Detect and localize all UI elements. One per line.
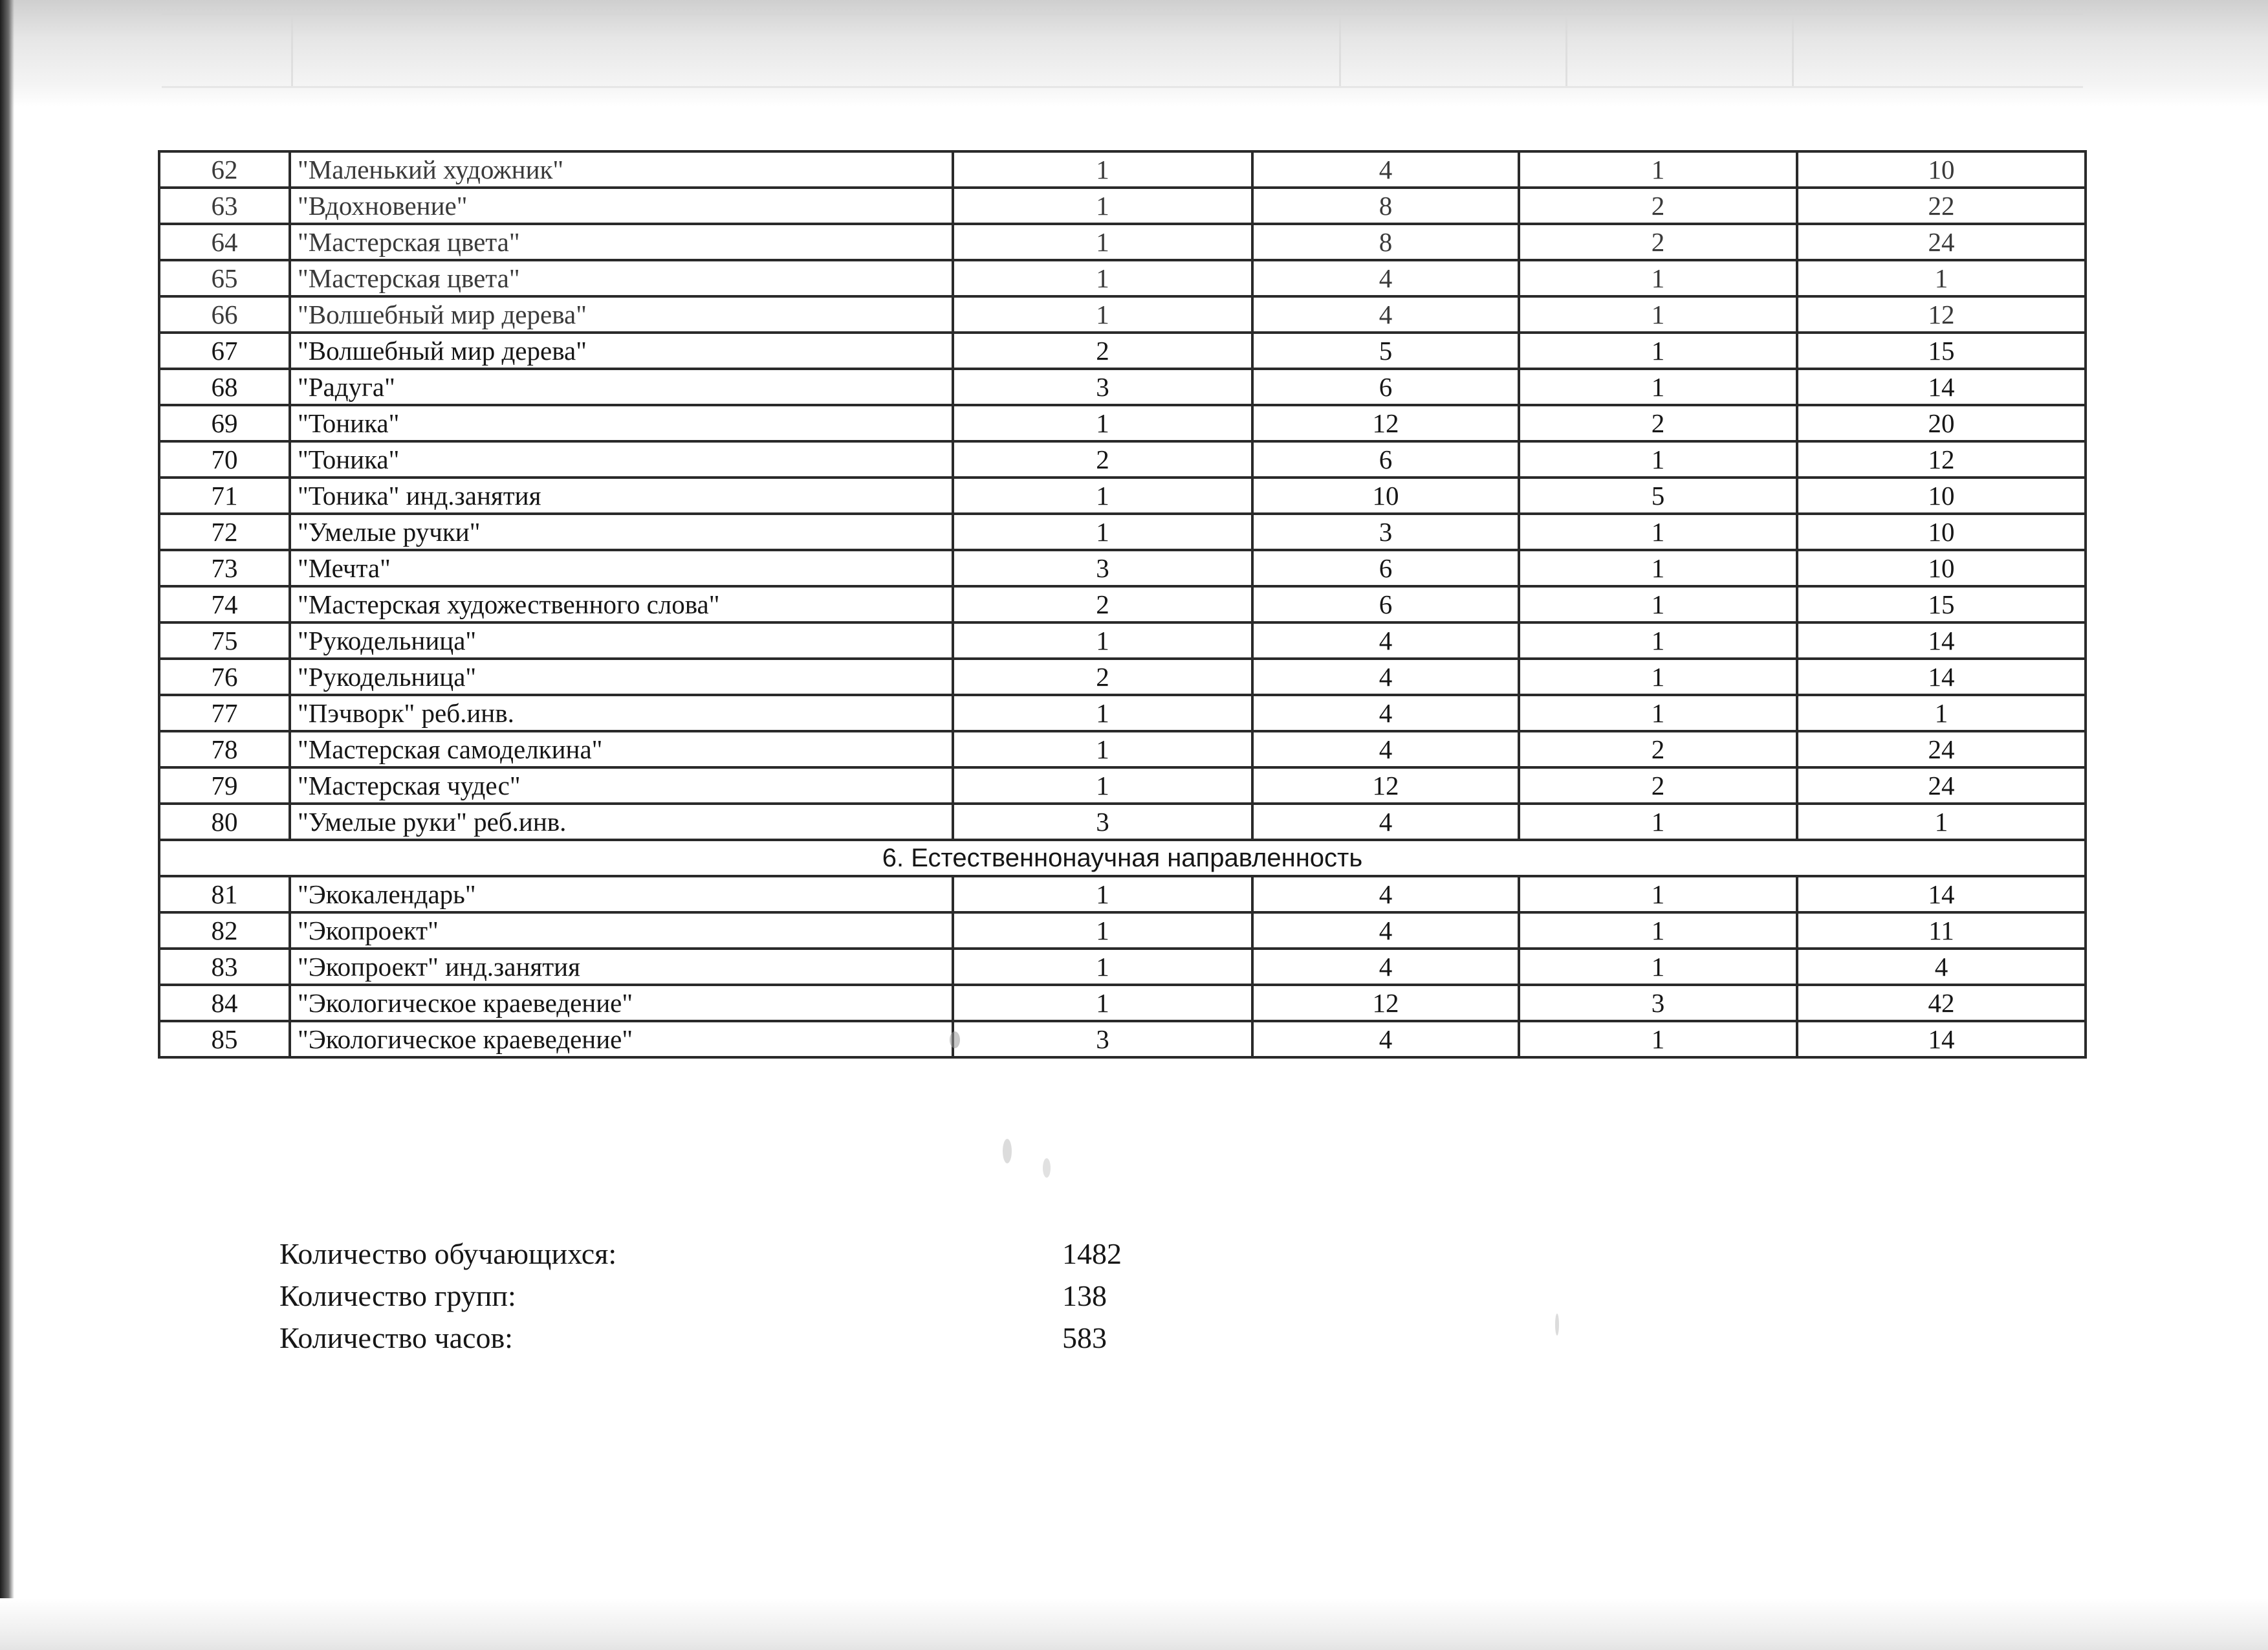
group-count-cell: 4 (1252, 296, 1519, 333)
course-name-cell: "Радуга" (290, 369, 953, 405)
hours-count-cell: 2 (1519, 731, 1797, 767)
year-of-study-cell: 1 (953, 876, 1252, 912)
row-number-cell: 79 (159, 767, 290, 804)
hours-count-cell: 1 (1519, 695, 1797, 731)
year-of-study-cell: 1 (953, 949, 1252, 985)
row-number-cell: 70 (159, 441, 290, 478)
course-name-cell: "Мечта" (290, 550, 953, 586)
hours-count-cell: 1 (1519, 622, 1797, 659)
course-name-cell: "Тоника" (290, 441, 953, 478)
year-of-study-cell: 1 (953, 767, 1252, 804)
course-name-cell: "Рукодельница" (290, 622, 953, 659)
year-of-study-cell: 1 (953, 912, 1252, 949)
group-count-cell: 6 (1252, 441, 1519, 478)
year-of-study-cell: 1 (953, 188, 1252, 224)
course-name-cell: "Маленький художник" (290, 151, 953, 188)
hours-count-cell: 5 (1519, 478, 1797, 514)
group-count-cell: 4 (1252, 876, 1519, 912)
student-count-cell: 10 (1797, 478, 2086, 514)
student-count-cell: 42 (1797, 985, 2086, 1021)
year-of-study-cell: 2 (953, 586, 1252, 622)
table-row (159, 550, 2086, 586)
course-name-cell: "Экологическое краеведение" (290, 985, 953, 1021)
student-count-cell: 14 (1797, 369, 2086, 405)
hours-count-cell: 2 (1519, 188, 1797, 224)
hours-count-cell: 1 (1519, 1021, 1797, 1057)
row-number-cell: 63 (159, 188, 290, 224)
scan-smudge (1003, 1139, 1012, 1163)
course-name-cell: "Экокалендарь" (290, 876, 953, 912)
year-of-study-cell: 1 (953, 405, 1252, 441)
row-number-cell: 64 (159, 224, 290, 260)
course-name-cell: "Вдохновение" (290, 188, 953, 224)
row-number-cell: 68 (159, 369, 290, 405)
student-count-cell: 15 (1797, 586, 2086, 622)
previous-page-bleed-through (162, 13, 2083, 88)
hours-count-cell: 2 (1519, 405, 1797, 441)
summary-students-row (279, 1233, 1185, 1275)
row-number-cell: 72 (159, 514, 290, 550)
student-count-cell: 10 (1797, 151, 2086, 188)
row-number-cell: 84 (159, 985, 290, 1021)
year-of-study-cell: 1 (953, 985, 1252, 1021)
student-count-cell: 4 (1797, 949, 2086, 985)
year-of-study-cell: 2 (953, 441, 1252, 478)
student-count-cell: 12 (1797, 296, 2086, 333)
table-row (159, 1021, 2086, 1057)
group-count-cell: 12 (1252, 405, 1519, 441)
course-name-cell: "Экологическое краеведение" (290, 1021, 953, 1057)
row-number-cell: 67 (159, 333, 290, 369)
section-title: 6. Естественнонаучная направленность (159, 840, 2086, 876)
scan-smudge (1555, 1314, 1559, 1336)
student-count-cell: 12 (1797, 441, 2086, 478)
student-count-cell: 1 (1797, 260, 2086, 296)
hours-count-cell: 1 (1519, 949, 1797, 985)
row-number-cell: 73 (159, 550, 290, 586)
table-row (159, 586, 2086, 622)
table-row (159, 659, 2086, 695)
student-count-cell: 24 (1797, 731, 2086, 767)
group-count-cell: 4 (1252, 1021, 1519, 1057)
row-number-cell: 75 (159, 622, 290, 659)
hours-count-cell: 1 (1519, 912, 1797, 949)
table-row (159, 949, 2086, 985)
course-name-cell: "Умелые руки" реб.инв. (290, 804, 953, 840)
student-count-cell: 11 (1797, 912, 2086, 949)
table-row (159, 985, 2086, 1021)
hours-count-cell: 1 (1519, 514, 1797, 550)
scan-left-edge (0, 0, 14, 1650)
row-number-cell: 71 (159, 478, 290, 514)
table-row (159, 804, 2086, 840)
row-number-cell: 76 (159, 659, 290, 695)
hours-count-cell: 1 (1519, 260, 1797, 296)
student-count-cell: 14 (1797, 622, 2086, 659)
year-of-study-cell: 1 (953, 478, 1252, 514)
table-row (159, 441, 2086, 478)
year-of-study-cell: 1 (953, 514, 1252, 550)
group-count-cell: 8 (1252, 224, 1519, 260)
hours-count-cell: 1 (1519, 586, 1797, 622)
course-name-cell: "Мастерская самоделкина" (290, 731, 953, 767)
course-name-cell: "Волшебный мир дерева" (290, 333, 953, 369)
hours-count-cell: 1 (1519, 151, 1797, 188)
year-of-study-cell: 3 (953, 804, 1252, 840)
student-count-cell: 22 (1797, 188, 2086, 224)
hours-value: 583 (1062, 1321, 1107, 1354)
table-row (159, 405, 2086, 441)
row-number-cell: 74 (159, 586, 290, 622)
year-of-study-cell: 1 (953, 151, 1252, 188)
course-name-cell: "Рукодельница" (290, 659, 953, 695)
group-count-cell: 10 (1252, 478, 1519, 514)
table-row (159, 296, 2086, 333)
table-row (159, 876, 2086, 912)
table-row (159, 622, 2086, 659)
hours-count-cell: 2 (1519, 767, 1797, 804)
course-name-cell: "Пэчворк" реб.инв. (290, 695, 953, 731)
group-count-cell: 3 (1252, 514, 1519, 550)
year-of-study-cell: 2 (953, 659, 1252, 695)
student-count-cell: 24 (1797, 767, 2086, 804)
row-number-cell: 83 (159, 949, 290, 985)
students-label: Количество обучающихся: (279, 1237, 617, 1270)
scan-smudge (950, 1031, 960, 1048)
year-of-study-cell: 1 (953, 731, 1252, 767)
table-row (159, 731, 2086, 767)
course-name-cell: "Мастерская чудес" (290, 767, 953, 804)
group-count-cell: 6 (1252, 369, 1519, 405)
student-count-cell: 14 (1797, 876, 2086, 912)
year-of-study-cell: 1 (953, 260, 1252, 296)
table-row (159, 151, 2086, 188)
table-row (159, 695, 2086, 731)
row-number-cell: 85 (159, 1021, 290, 1057)
table-row (159, 260, 2086, 296)
row-number-cell: 65 (159, 260, 290, 296)
table-row (159, 333, 2086, 369)
row-number-cell: 82 (159, 912, 290, 949)
year-of-study-cell: 2 (953, 333, 1252, 369)
group-count-cell: 12 (1252, 985, 1519, 1021)
year-of-study-cell: 1 (953, 224, 1252, 260)
table-row (159, 224, 2086, 260)
summary-hours-row (279, 1317, 1185, 1359)
row-number-cell: 66 (159, 296, 290, 333)
group-count-cell: 4 (1252, 949, 1519, 985)
course-name-cell: "Мастерская художественного слова" (290, 586, 953, 622)
groups-label: Количество групп: (279, 1279, 516, 1312)
course-name-cell: "Мастерская цвета" (290, 224, 953, 260)
group-count-cell: 6 (1252, 586, 1519, 622)
year-of-study-cell: 3 (953, 1021, 1252, 1057)
group-count-cell: 4 (1252, 622, 1519, 659)
year-of-study-cell: 1 (953, 695, 1252, 731)
course-name-cell: "Тоника" инд.занятия (290, 478, 953, 514)
course-name-cell: "Умелые ручки" (290, 514, 953, 550)
summary-groups-row (279, 1275, 1185, 1317)
hours-count-cell: 1 (1519, 550, 1797, 586)
student-count-cell: 20 (1797, 405, 2086, 441)
course-name-cell: "Волшебный мир дерева" (290, 296, 953, 333)
group-count-cell: 6 (1252, 550, 1519, 586)
hours-count-cell: 1 (1519, 876, 1797, 912)
courses-table-body (159, 151, 2086, 1057)
group-count-cell: 5 (1252, 333, 1519, 369)
summary-block (279, 1233, 1185, 1359)
course-name-cell: "Мастерская цвета" (290, 260, 953, 296)
row-number-cell: 78 (159, 731, 290, 767)
group-count-cell: 8 (1252, 188, 1519, 224)
year-of-study-cell: 3 (953, 550, 1252, 586)
student-count-cell: 1 (1797, 695, 2086, 731)
table-row (159, 369, 2086, 405)
group-count-cell: 4 (1252, 731, 1519, 767)
hours-count-cell: 2 (1519, 224, 1797, 260)
group-count-cell: 4 (1252, 804, 1519, 840)
hours-count-cell: 1 (1519, 333, 1797, 369)
groups-value: 138 (1062, 1279, 1107, 1312)
table-row (159, 767, 2086, 804)
course-name-cell: "Экопроект" (290, 912, 953, 949)
scan-bottom-shadow (0, 1598, 2268, 1650)
hours-count-cell: 1 (1519, 369, 1797, 405)
student-count-cell: 15 (1797, 333, 2086, 369)
course-name-cell: "Тоника" (290, 405, 953, 441)
group-count-cell: 12 (1252, 767, 1519, 804)
student-count-cell: 24 (1797, 224, 2086, 260)
student-count-cell: 10 (1797, 514, 2086, 550)
hours-count-cell: 1 (1519, 804, 1797, 840)
group-count-cell: 4 (1252, 912, 1519, 949)
group-count-cell: 4 (1252, 695, 1519, 731)
student-count-cell: 1 (1797, 804, 2086, 840)
hours-count-cell: 1 (1519, 659, 1797, 695)
row-number-cell: 62 (159, 151, 290, 188)
hours-label: Количество часов: (279, 1321, 513, 1354)
scan-smudge (1043, 1158, 1051, 1178)
hours-count-cell: 3 (1519, 985, 1797, 1021)
hours-count-cell: 1 (1519, 441, 1797, 478)
section-header-row (159, 840, 2086, 876)
year-of-study-cell: 1 (953, 622, 1252, 659)
group-count-cell: 4 (1252, 260, 1519, 296)
row-number-cell: 81 (159, 876, 290, 912)
table-row (159, 188, 2086, 224)
year-of-study-cell: 3 (953, 369, 1252, 405)
row-number-cell: 80 (159, 804, 290, 840)
hours-count-cell: 1 (1519, 296, 1797, 333)
table-row (159, 478, 2086, 514)
row-number-cell: 77 (159, 695, 290, 731)
table-row (159, 912, 2086, 949)
courses-table (158, 150, 2087, 1059)
course-name-cell: "Экопроект" инд.занятия (290, 949, 953, 985)
student-count-cell: 10 (1797, 550, 2086, 586)
year-of-study-cell: 1 (953, 296, 1252, 333)
student-count-cell: 14 (1797, 1021, 2086, 1057)
group-count-cell: 4 (1252, 151, 1519, 188)
group-count-cell: 4 (1252, 659, 1519, 695)
table-row (159, 514, 2086, 550)
students-value: 1482 (1062, 1237, 1122, 1270)
row-number-cell: 69 (159, 405, 290, 441)
student-count-cell: 14 (1797, 659, 2086, 695)
